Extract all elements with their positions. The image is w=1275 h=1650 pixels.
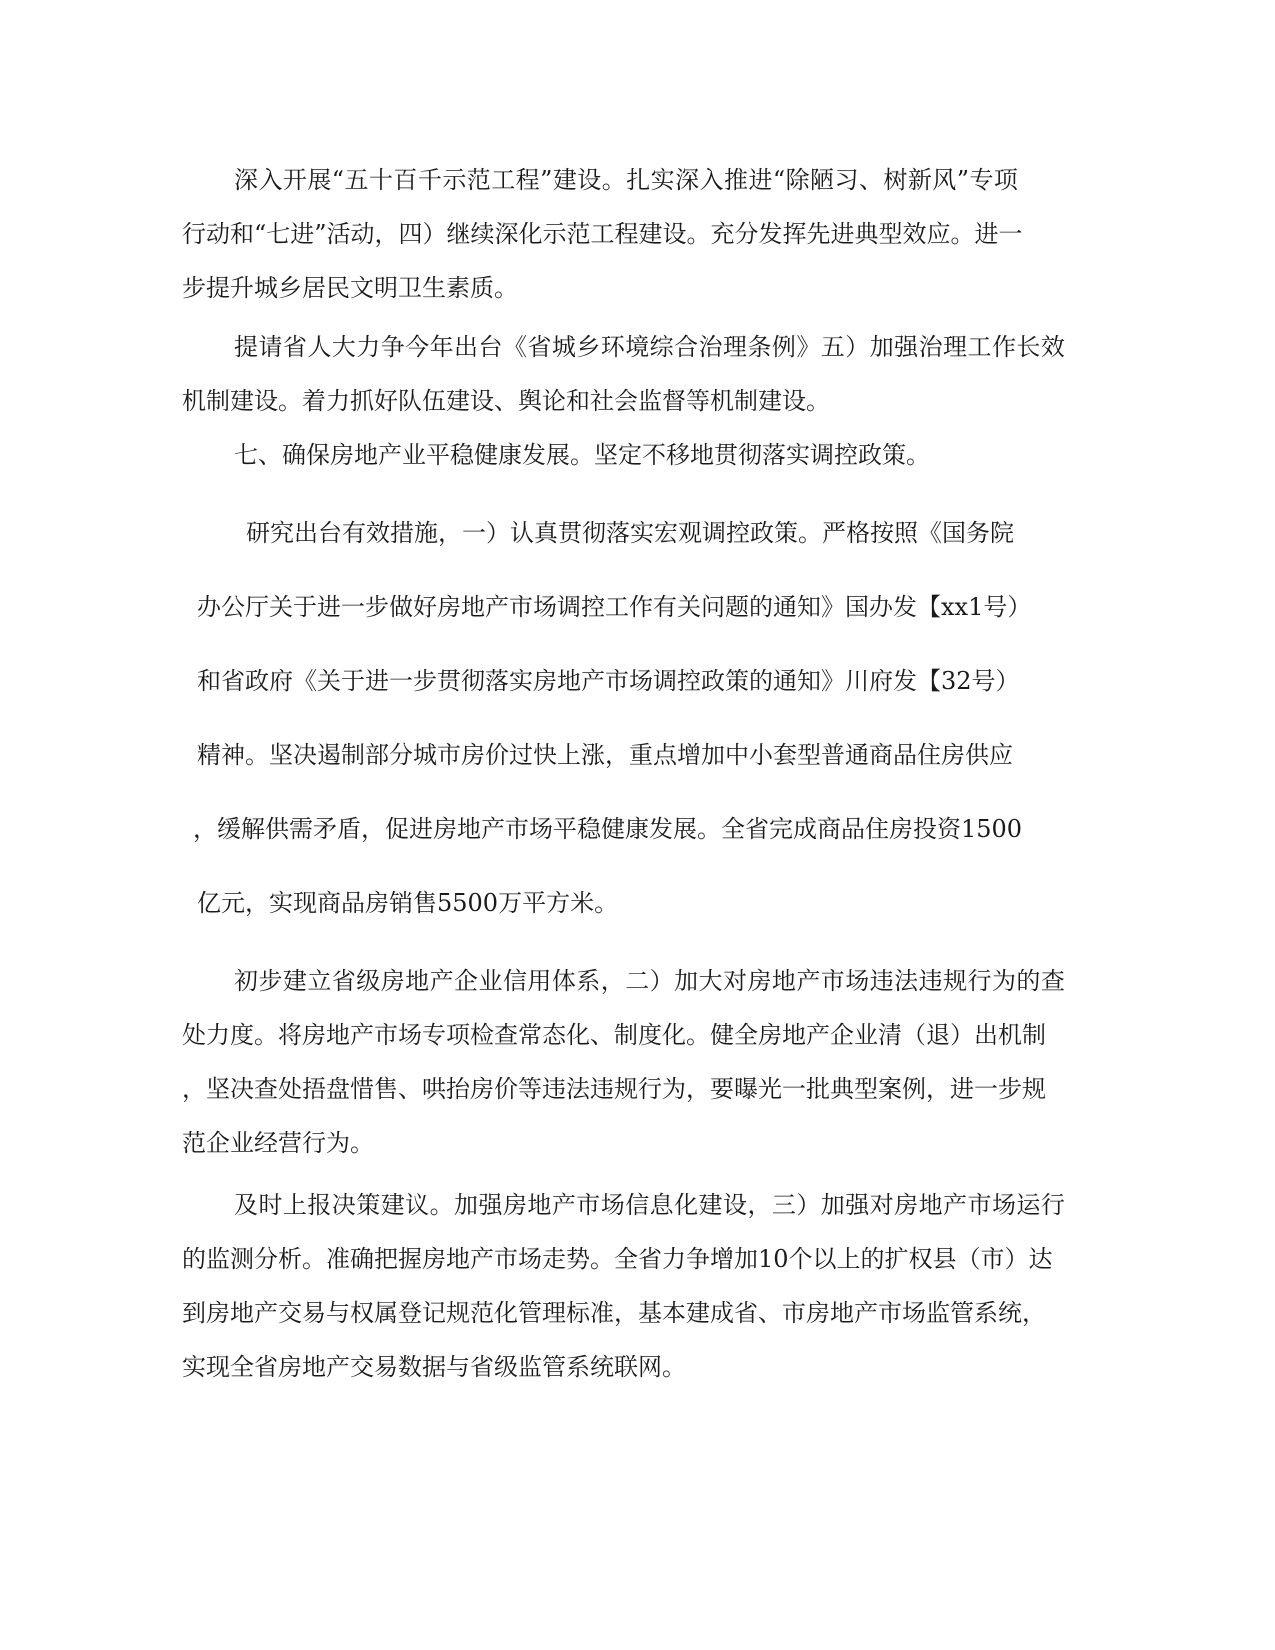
- text-line: 办公厅关于进一步做好房地产市场调控工作有关问题的通知》国办发【xx1号）: [197, 593, 1032, 621]
- text-line: 处力度。将房地产市场专项检查常态化、制度化。健全房地产企业清（退）出机制: [182, 1021, 1046, 1049]
- text-line: 范企业经营行为。: [182, 1129, 374, 1157]
- text-line: 亿元，实现商品房销售5500万平方米。: [197, 889, 619, 917]
- text-line: 实现全省房地产交易数据与省级监管系统联网。: [182, 1353, 686, 1381]
- text-line: 行动和“七进”活动，四）继续深化示范工程建设。充分发挥先进典型效应。进一: [182, 220, 1023, 248]
- text-line: 研究出台有效措施，一）认真贯彻落实宏观调控政策。严格按照《国务院: [246, 519, 1014, 547]
- text-line: ，坚决查处捂盘惜售、哄抬房价等违法违规行为，要曝光一批典型案例，进一步规: [182, 1075, 1046, 1103]
- text-line: ，缓解供需矛盾，促进房地产市场平稳健康发展。全省完成商品住房投资1500: [193, 815, 1023, 843]
- text-line: 初步建立省级房地产企业信用体系，二）加大对房地产市场违法违规行为的查: [234, 967, 1066, 995]
- text-line: 及时上报决策建议。加强房地产市场信息化建设，三）加强对房地产市场运行: [234, 1191, 1066, 1219]
- text-line: 和省政府《关于进一步贯彻落实房地产市场调控政策的通知》川府发【32号）: [197, 667, 1020, 695]
- text-line: 精神。坚决遏制部分城市房价过快上涨，重点增加中小套型普通商品住房供应: [197, 741, 1013, 769]
- text-line: 机制建设。着力抓好队伍建设、舆论和社会监督等机制建设。: [182, 387, 830, 415]
- text-line: 到房地产交易与权属登记规范化管理标准，基本建成省、市房地产市场监管系统，: [182, 1299, 1046, 1327]
- text-line: 步提升城乡居民文明卫生素质。: [182, 274, 518, 302]
- text-line: 提请省人大力争今年出台《省城乡环境综合治理条例》五）加强治理工作长效: [234, 333, 1066, 361]
- text-line: 七、确保房地产业平稳健康发展。坚定不移地贯彻落实调控政策。: [234, 441, 930, 469]
- text-line: 深入开展“五十百千示范工程”建设。扎实深入推进“除陋习、树新风”专项: [234, 166, 1019, 194]
- text-line: 的监测分析。准确把握房地产市场走势。全省力争增加10个以上的扩权县（市）达: [182, 1245, 1053, 1273]
